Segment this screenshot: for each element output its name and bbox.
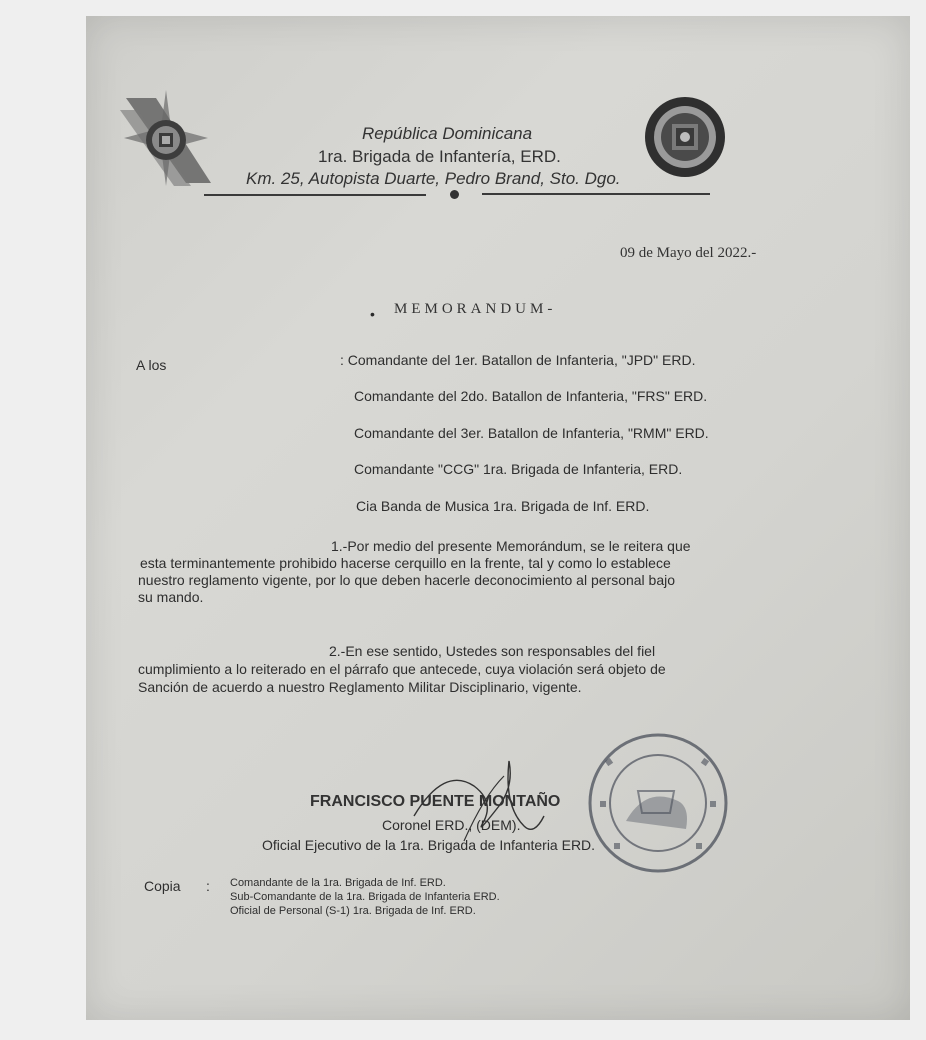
paragraph-2-line: cumplimiento a lo reiterado en el párrafo que antecede, cuya violación será objeto de <box>138 661 666 677</box>
memo-title: MEMORANDUM- <box>394 301 557 317</box>
signatory-rank: Coronel ERD., (DEM). <box>382 817 521 833</box>
addressee-item: Comandante del 3er. Batallon de Infanteria, "RMM" ERD. <box>354 425 709 441</box>
memo-date: 09 de Mayo del 2022.- <box>620 245 757 261</box>
header-rule-left <box>204 194 426 196</box>
brigade-seal-logo <box>642 94 728 180</box>
header-rule-right <box>482 193 710 195</box>
copy-recipient: Sub-Comandante de la 1ra. Brigada de Infanteria ERD. <box>230 891 500 903</box>
paragraph-2-line: 2.-En ese sentido, Ustedes son responsables del fiel <box>329 643 656 659</box>
official-stamp <box>586 731 730 875</box>
memorandum-paper <box>86 16 910 1020</box>
copy-label: Copia <box>144 878 181 894</box>
bullet-icon: • <box>370 306 375 322</box>
signatory-title: Oficial Ejecutivo de la 1ra. Brigada de Infanteria ERD. <box>262 837 596 853</box>
paragraph-1-line: esta terminantemente prohibido hacerse cerquillo en la frente, tal y como lo establece <box>140 555 671 571</box>
paragraph-1-line: 1.-Por medio del presente Memorándum, se le reitera que <box>331 538 691 554</box>
addressee-item: Comandante del 2do. Batallon de Infanteria, "FRS" ERD. <box>354 388 708 404</box>
addressee-item: : Comandante del 1er. Batallon de Infanteria, "JPD" ERD. <box>340 352 696 368</box>
paragraph-2-line: Sanción de acuerdo a nuestro Reglamento Militar Disciplinario, vigente. <box>138 679 582 695</box>
addressee-label: A los <box>136 357 167 373</box>
brigade-emblem-logo <box>116 88 216 188</box>
copy-recipient: Oficial de Personal (S-1) 1ra. Brigada de Inf. ERD. <box>230 905 476 917</box>
paragraph-1-line: su mando. <box>138 589 204 605</box>
header-brigade: 1ra. Brigada de Infantería, ERD. <box>318 147 561 166</box>
addressee-item: Cia Banda de Musica 1ra. Brigada de Inf. ERD. <box>356 498 650 514</box>
copy-separator: : <box>206 878 210 894</box>
copy-recipient: Comandante de la 1ra. Brigada de Inf. ERD. <box>230 877 446 889</box>
paragraph-1-line: nuestro reglamento vigente, por lo que deben hacerle deconocimiento al personal bajo <box>138 572 676 588</box>
header-country: República Dominicana <box>362 124 533 143</box>
signatory-name: FRANCISCO PUENTE MONTAÑO <box>310 793 561 810</box>
addressee-item: Comandante "CCG" 1ra. Brigada de Infanteria, ERD. <box>354 461 683 477</box>
header-address: Km. 25, Autopista Duarte, Pedro Brand, Sto. Dgo. <box>246 169 621 188</box>
header-rule-dot <box>450 190 459 199</box>
